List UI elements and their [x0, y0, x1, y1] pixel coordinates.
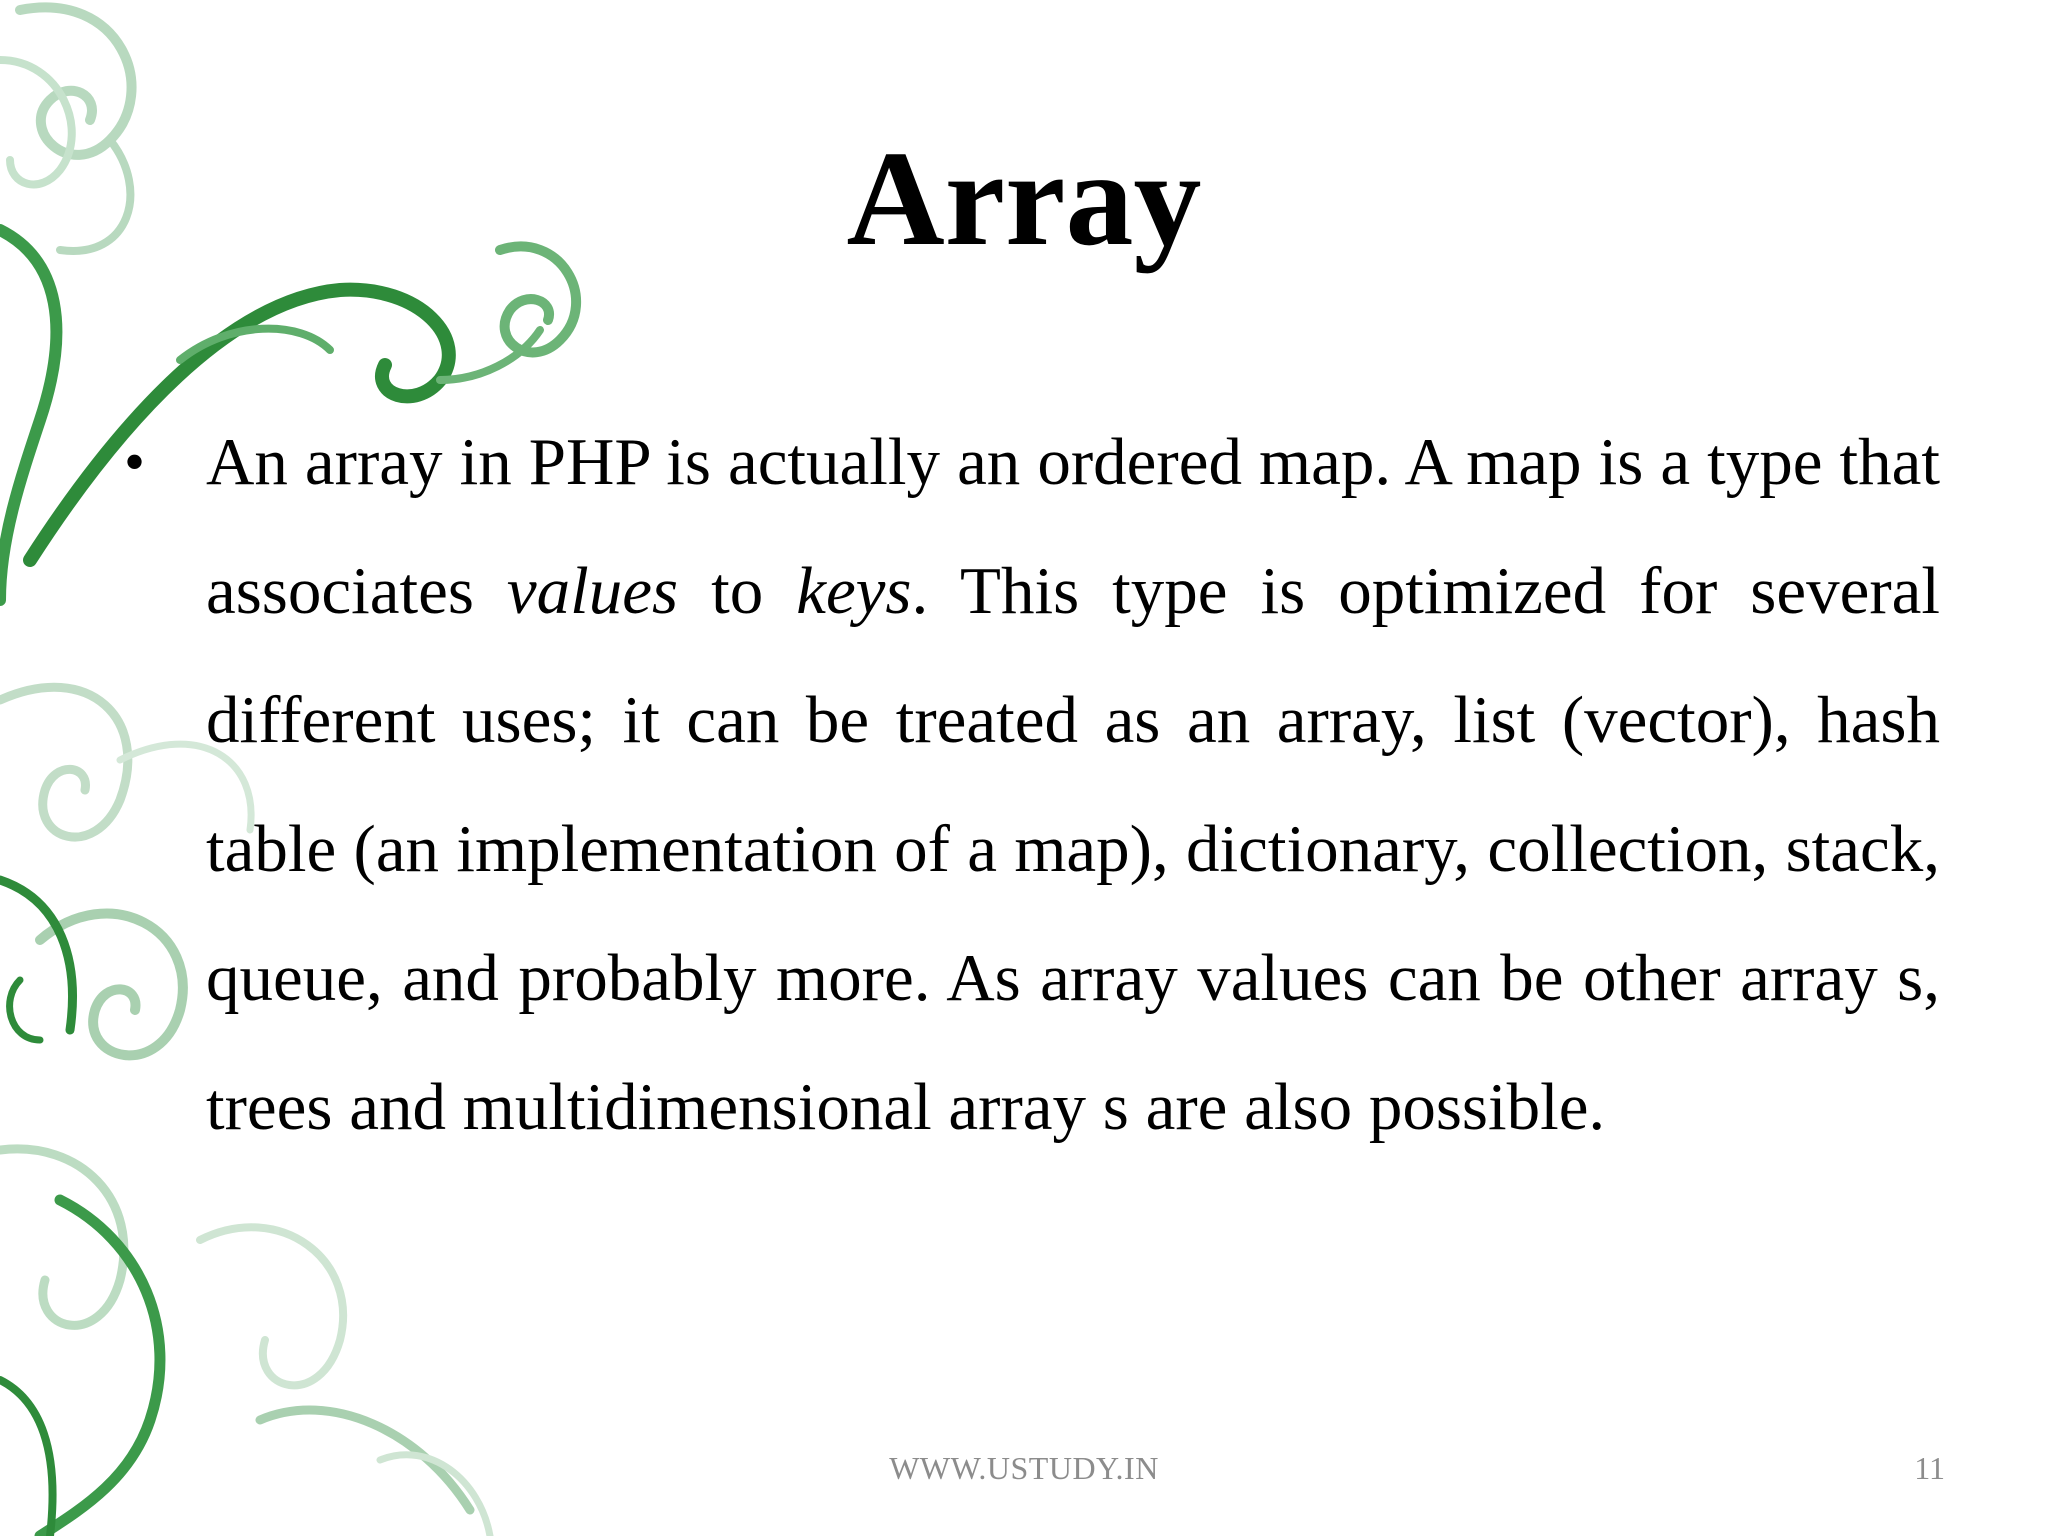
- bullet-text: [206, 398, 1940, 1172]
- bullet-text-emphasis: keys: [796, 554, 912, 628]
- bullet-text-part: . This type is optimized for several different uses; it can be treated as an array, list (vector), hash table (an implementation of a map), dictionary, collection, stack, queue, and probably more. As array values can be other array s, trees and multidimensional array s are also possible.: [206, 554, 1940, 1144]
- bullet-text-emphasis: values: [506, 554, 679, 628]
- bullet-icon: •: [124, 429, 146, 495]
- bullet-text-part: An array in PHP is actually an ordered map. A map is a type that associates: [206, 425, 1940, 628]
- bullet-text-part: to: [678, 554, 797, 628]
- footer-url: WWW.USTUDY.IN: [889, 1450, 1159, 1486]
- slide-number: 11: [1914, 1450, 1945, 1486]
- bullet-list-item: [120, 398, 1940, 1172]
- slide-title: Array: [846, 124, 1202, 274]
